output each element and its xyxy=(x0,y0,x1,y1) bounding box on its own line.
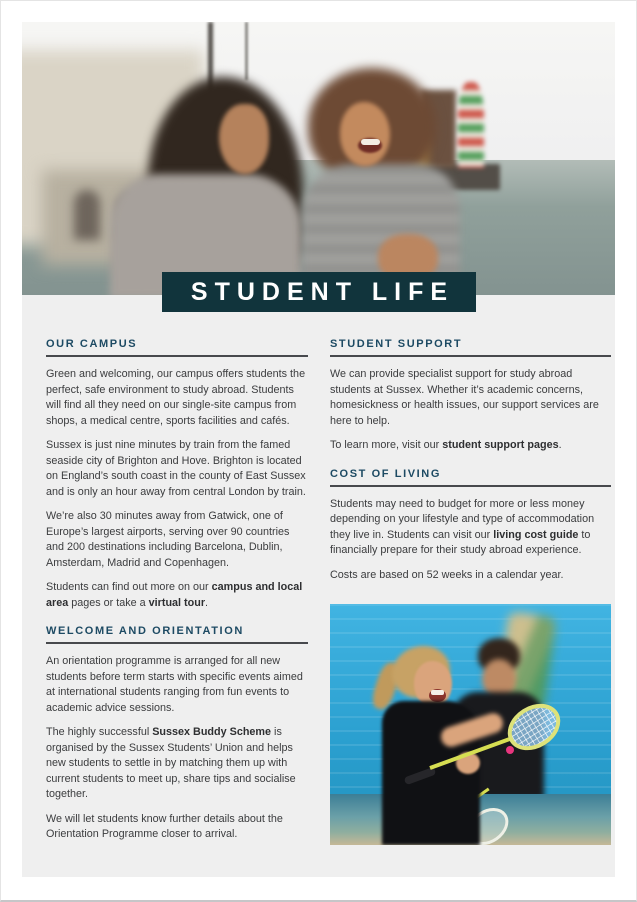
hero-student-two-smile-teeth xyxy=(361,139,380,145)
paragraph xyxy=(330,497,611,559)
paragraph: An orientation programme is arranged for all new students before term starts with specific events aimed at international students ranging from fun events to academic advice sessions. xyxy=(46,655,303,714)
section-student-support xyxy=(330,338,611,454)
hero-student-one-face xyxy=(219,104,269,174)
text-run: Students can find out more on our xyxy=(46,581,212,593)
section-cost-of-living xyxy=(330,468,611,584)
paragraph: We can provide specialist support for study abroad students at Sussex. Whether it’s academic concerns, homesickness or health issues, our support services are here to help. xyxy=(330,368,599,427)
section-heading-cost-of-living: COST OF LIVING xyxy=(330,468,611,487)
paragraph: Sussex is just nine minutes by train from the famed seaside city of Brighton and Hove. Brighton is located on England’s south coast in the county of East Sussex and is only an hour away from central London by train. xyxy=(46,439,306,498)
right-column xyxy=(330,338,611,592)
text-run: The highly successful xyxy=(46,726,153,738)
badminton-racket-one-throat-accent xyxy=(506,746,514,754)
paragraph: Green and welcoming, our campus offers students the perfect, safe environment to study abroad. Students will find all they need on our single-site campus from shops, a medical centre, sports facilities and cafés. xyxy=(46,368,306,427)
emphasis-sussex-buddy-scheme: Sussex Buddy Scheme xyxy=(152,726,272,738)
hero-flagpole xyxy=(245,22,248,80)
section-our-campus xyxy=(46,338,308,611)
link-virtual-tour[interactable]: virtual tour xyxy=(148,596,206,609)
page-title-banner xyxy=(162,272,476,312)
hero-student-two-face xyxy=(340,102,390,166)
section-welcome-and-orientation xyxy=(46,625,308,843)
paragraph: We will let students know further details about the Orientation Programme closer to arrival. xyxy=(46,812,283,840)
link-campus-and-local-area[interactable]: campus and local area xyxy=(46,581,303,609)
page-title: STUDENT LIFE xyxy=(190,277,455,306)
paragraph: We’re also 30 minutes away from Gatwick, one of Europe’s largest airports, serving over 90 countries and 200 destinations including Barcelona, Dublin, Amsterdam, Madrid and Copenhagen. xyxy=(46,510,290,569)
paragraph xyxy=(330,438,611,454)
section-heading-welcome-and-orientation: WELCOME AND ORIENTATION xyxy=(46,625,308,644)
text-run: . xyxy=(558,439,562,451)
text-run: pages or take a xyxy=(68,596,149,609)
hero-photo xyxy=(22,22,615,295)
text-run: . xyxy=(205,596,209,609)
hero-building-arch xyxy=(74,190,100,240)
link-student-support-pages[interactable]: student support pages xyxy=(442,439,559,451)
hero-pier-helter-skelter xyxy=(458,82,484,168)
player-one-smile-teeth xyxy=(431,690,444,695)
left-column xyxy=(46,338,308,852)
link-living-cost-guide[interactable]: living cost guide xyxy=(493,528,579,541)
text-run: Students may need to budget for more or less money depending on your lifestyle and type of accommodation they live in. Students can visit our xyxy=(330,497,595,541)
paragraph xyxy=(46,725,308,803)
paragraph xyxy=(46,580,308,611)
section-heading-student-support: STUDENT SUPPORT xyxy=(330,338,611,357)
content-panel xyxy=(22,22,615,877)
section-heading-our-campus: OUR CAMPUS xyxy=(46,338,308,357)
text-run: To learn more, visit our xyxy=(330,439,443,451)
text-run: is organised by the Sussex Students’ Union and helps new students to settle in by matching them up with current students to meet up, share tips and socialise together. xyxy=(46,726,296,800)
badminton-photo xyxy=(330,604,611,845)
text-run: to financially prepare for their study abroad experience. xyxy=(330,528,591,556)
paragraph: Costs are based on 52 weeks in a calendar year. xyxy=(330,568,564,581)
